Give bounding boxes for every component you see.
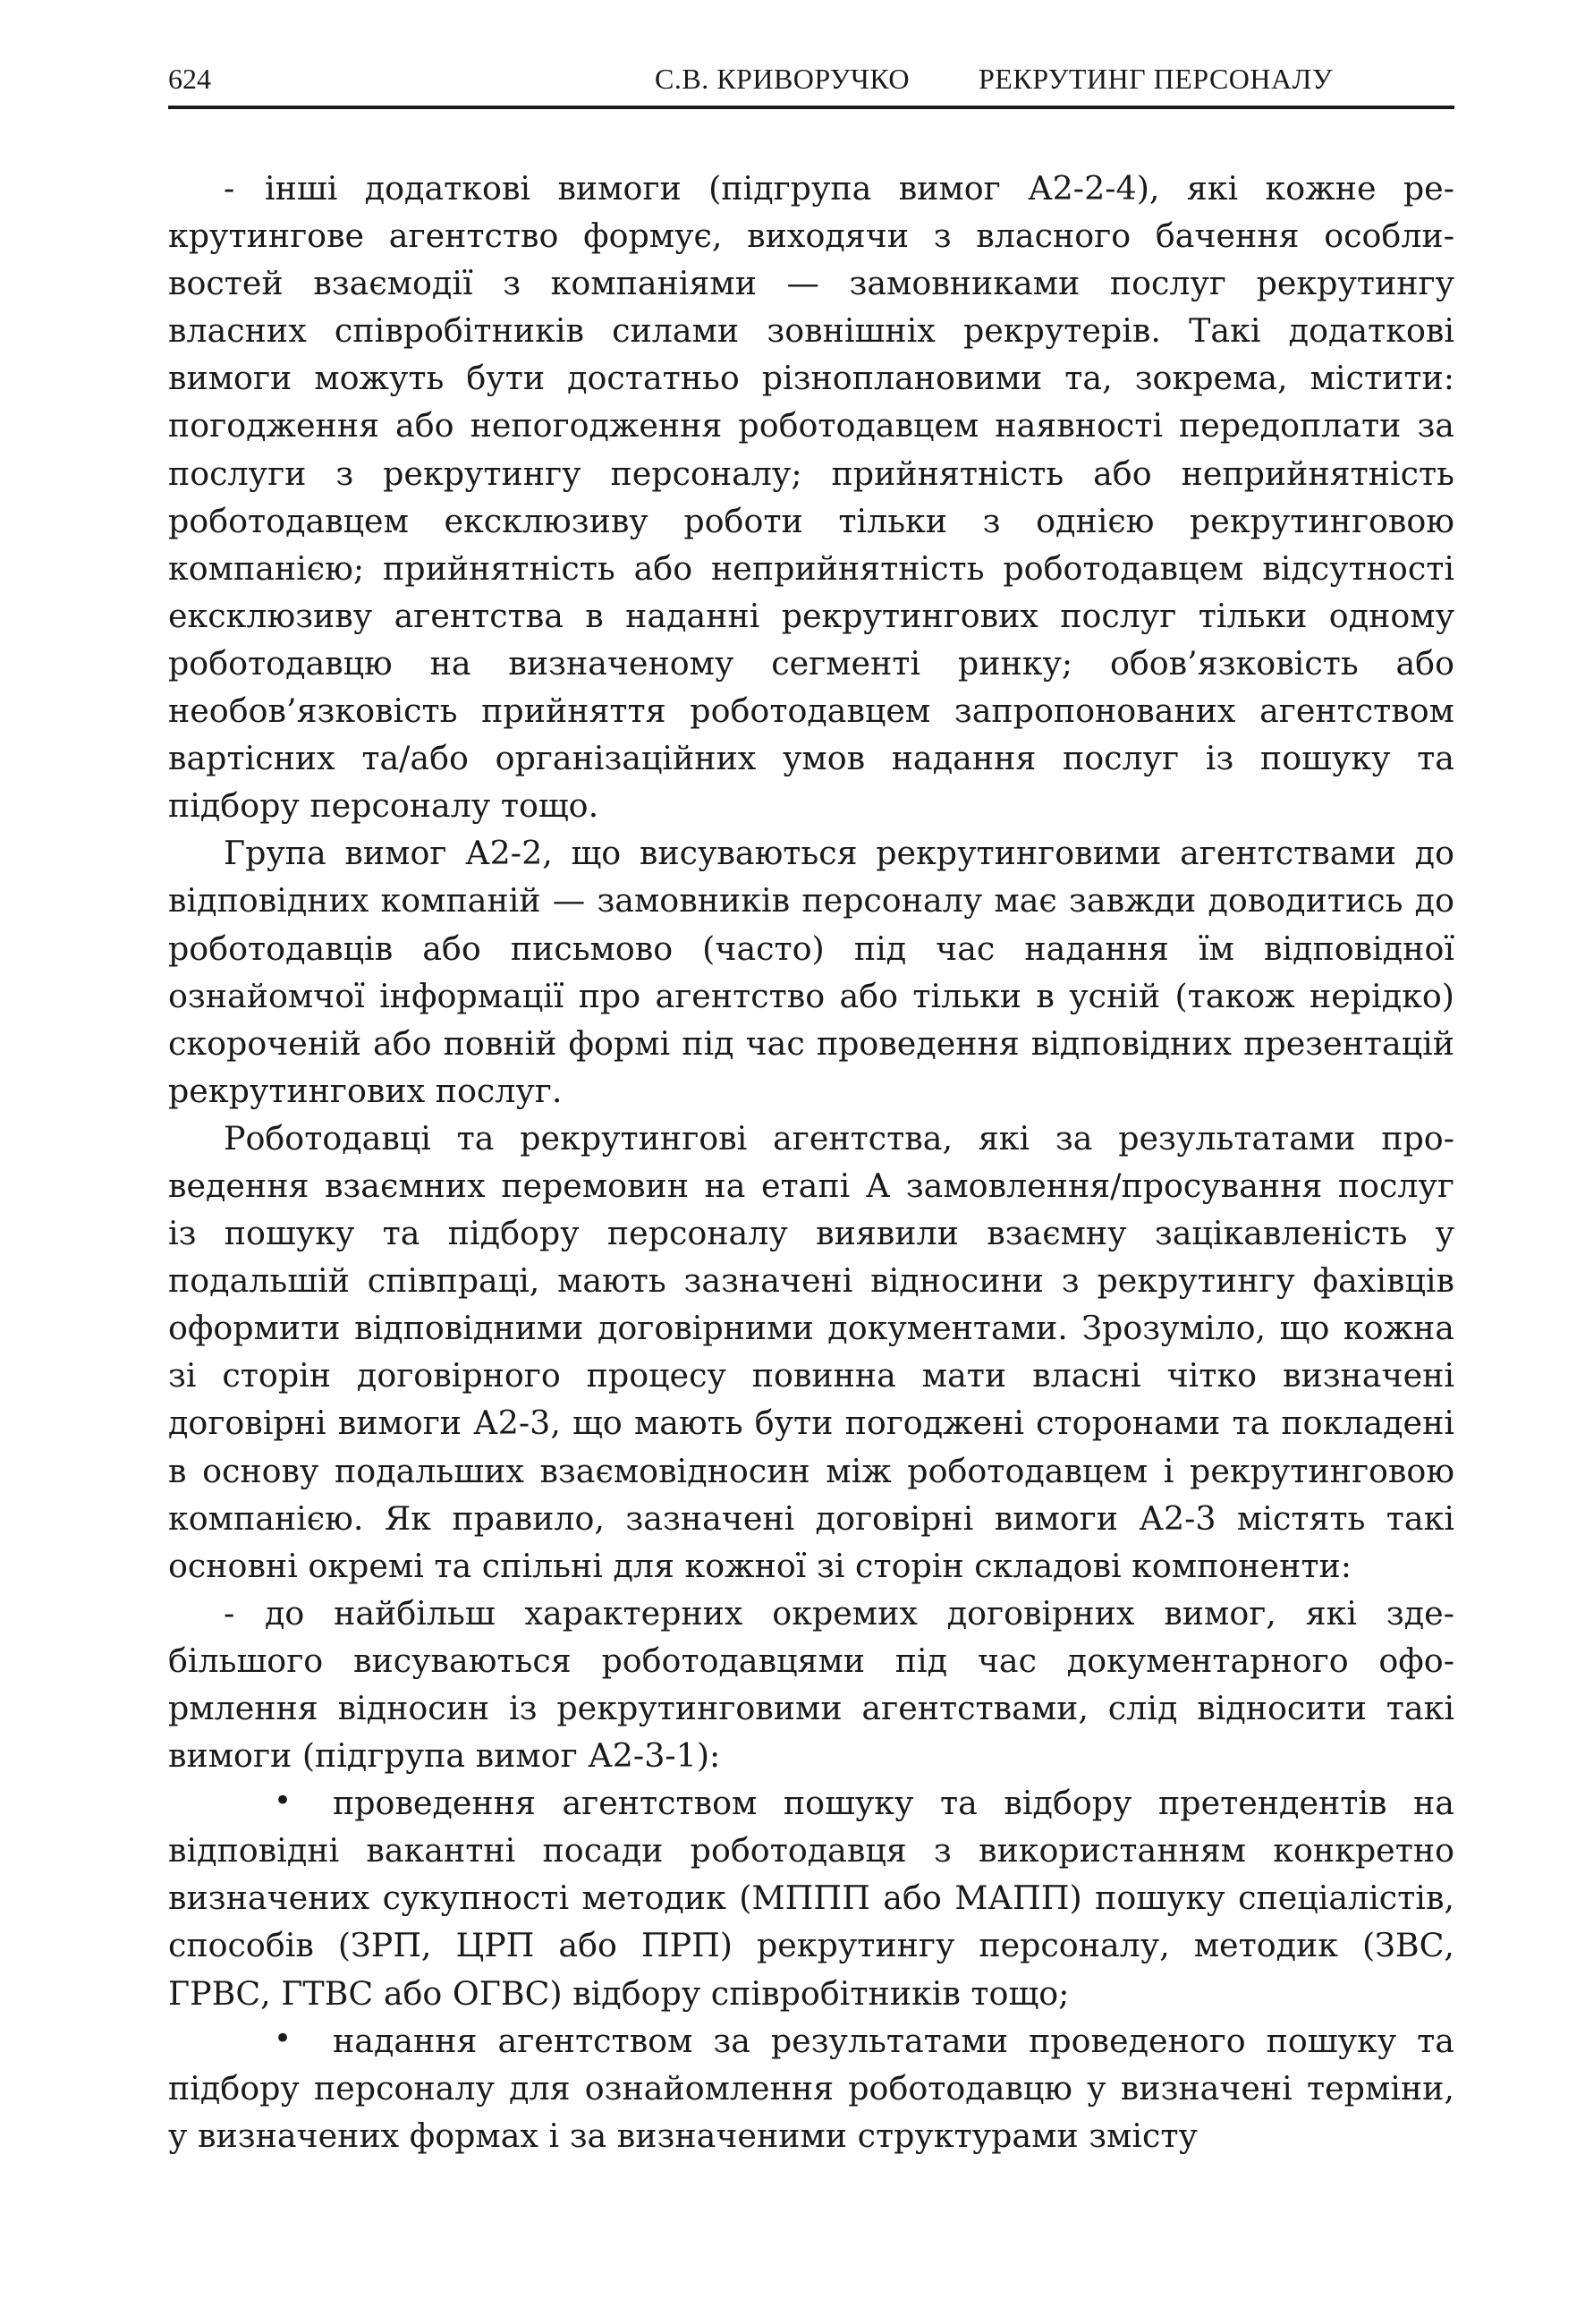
bullet-marker: • [274,2020,292,2057]
list-item-text: до найбільш характерних окремих договірних вимог, які здебільшого висуваються роботодавцями під час документарного оформлення відносин із рекрутинговими агентствами, слід відносити такі вимоги (підгрупа вимог А2-3-1): [168,1593,1454,1776]
list-item-contract-requirements [168,1590,1454,1779]
running-header [168,59,1454,109]
dash-marker: - [224,1593,235,1633]
bullet-marker: • [274,1783,292,1819]
bullet-item-search-selection [168,1779,1454,2016]
bullet-item-results-provision [168,2017,1454,2159]
paragraph-employers-agencies: Роботодавці та рекрутингові агентства, які за результатами проведення взаємних перемовин на етапі А замовлення/просування послуг із пошуку та підбору персоналу виявили взаємну зацікавленість у подальшій співпраці, мають зазначені відносини з рекрутингу фахівців оформити відповідними договірними документами. Зрозуміло, що кожна зі сторін договірного процесу повинна мати власні чітко визначені договірні вимоги А2-3, що мають бути погоджені сторонами та покладені в основу подальших взаємовідносин між роботодавцем і рекрутинговою компанією. Як правило, зазначені договірні вимоги А2-3 містять такі основні окремі та спільні для кожної зі сторін складові компоненти: [168,1118,1454,1585]
bullet-item-text: проведення агентством пошуку та відбору претендентів на відповідні вакантні посади роботодавця з використанням конкретно визначених сукупності методик (МППП або МАПП) пошуку спеціалістів, способів (ЗРП, ЦРП або ПРП) рекрутингу персоналу, методик (ЗВС, ГРВС, ГТВС або ОГВС) відбору співробітників тощо; [168,1784,1454,2013]
header-author: С.В. КРИВОРУЧКО [655,63,910,95]
list-item-text: інші додаткові вимоги (підгрупа вимог А2-2-4), які кожне рекрутингове агентство формує, виходячи з власного бачення особливостей взаємодії з компаніями — замовниками послуг рекрутингу власних співробітників силами зовнішніх рекрутерів. Такі додаткові вимоги можуть бути достатньо різноплановими та, зокрема, містити: погодження або непогодження роботодавцем наявності передоплати за послуги з рекрутингу персоналу; прийнятність або неприйнятність роботодавцем ексклюзиву роботи тільки з однією рекрутинговою компанією; прийнятність або неприйнятність роботодавцем відсутності ексклюзиву агентства в наданні рекрутингових послуг тільки одному роботодавцю на визначеному сегменті ринку; обов’язковість або необов’язковість прийняття роботодавцем запропонованих агентством вартісних та/або організаційних умов надання послуг із пошуку та підбору персоналу тощо. [168,169,1454,826]
dash-marker: - [224,169,235,208]
page-number: 624 [168,63,211,95]
paragraph-group-a2-2: Група вимог А2-2, що висуваються рекрутинговими агентствами до відповідних компаній — замовників персоналу має завжди доводитись до роботодавців або письмово (часто) під час надання їм відповідної ознайомчої інформації про агентство або тільки в усній (також нерідко) скороченій або повній формі під час проведення відповідних презентацій рекрутингових послуг. [168,834,1454,1110]
bullet-item-text: надання агентством за результатами проведеного пошуку та підбору персоналу для ознайомлення роботодавцю у визначені терміни, у визначених формах і за визначеними структурами змісту [168,2021,1454,2155]
list-item-additional-requirements [168,165,1454,829]
header-book-title: РЕКРУТИНГ ПЕРСОНАЛУ [979,63,1333,95]
page-body [168,165,1454,2159]
